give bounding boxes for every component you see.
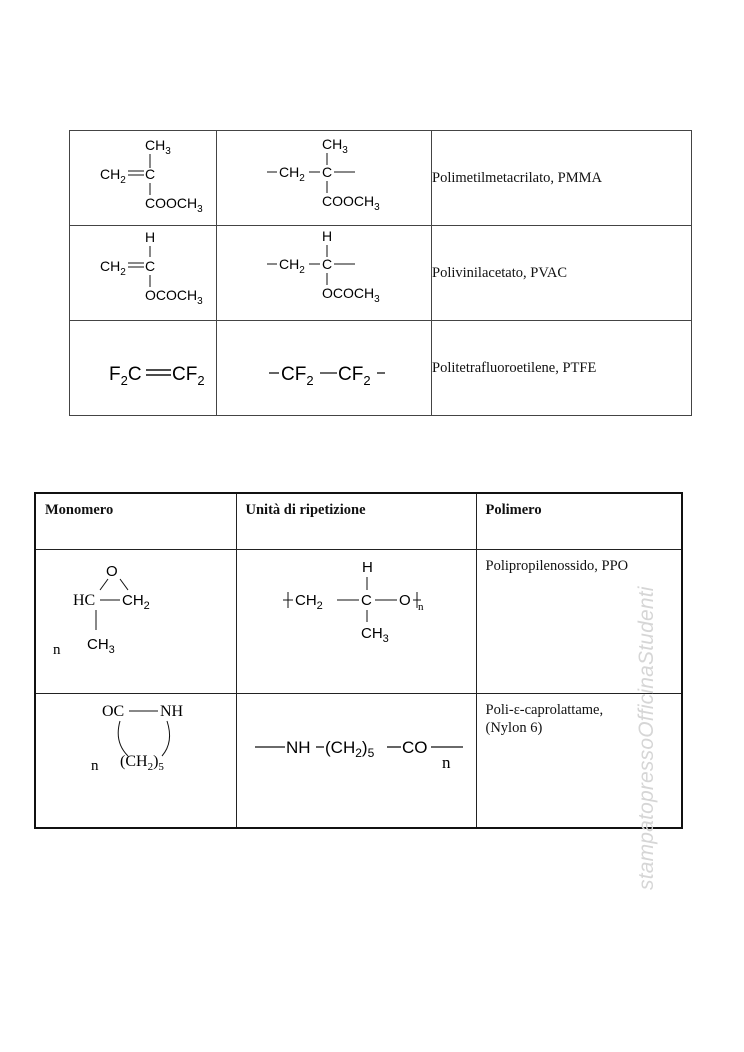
table-row [70,131,692,226]
svg-text:CH2: $CH_2$ [122,592,150,612]
svg-text:n: n [91,758,99,774]
svg-text:OCOCH3: $OCOCH_3$ [145,287,203,307]
monomer-cell [70,131,217,226]
svg-text:n: n [417,601,423,613]
svg-text:CH3: $CH_3$ [360,625,389,645]
watermark: stampatopressoOfficinaStudenti [635,586,658,890]
svg-text:C: C [322,164,333,180]
svg-text:NH: NH [160,703,184,720]
svg-text:C: C [145,258,156,274]
polymer-name: Polimetilmetacrilato, PMMA [432,131,692,226]
table-row [70,226,692,321]
polymer-name: Polivinilacetato, PVAC [432,226,692,321]
svg-text:C: C [322,256,333,272]
monomer-cell [70,226,217,321]
svg-text:CF2: $CF_2$ [281,364,314,388]
header-polimero: Polimero [476,493,682,550]
svg-text:C: C [145,166,156,182]
polymer-name: Polipropilenossido, PPO [485,558,629,574]
svg-text:CH3: $CH_3$ [87,636,115,656]
svg-text:CH2: $CH_2$ [100,166,126,186]
ppo-monomer-structure [36,550,237,693]
svg-text:O: O [106,563,118,580]
header-monomero: Monomero [35,493,236,550]
svg-text:CH3: $CH_3$ [322,136,348,156]
nylon6-repeat-structure [237,694,477,827]
caprolactam-monomer-structure [36,694,237,827]
pvac-repeat-structure [217,226,432,320]
svg-text:CH2: $CH_2$ [279,164,305,184]
repeat-unit-cell [217,131,432,226]
header-unita-ripetizione: Unità di ripetizione [236,493,476,550]
svg-text:OCOCH3: $OCOCH_3$ [322,285,380,305]
svg-text:NH: NH [285,738,311,757]
table-row [35,694,682,829]
svg-text:CH2: $CH_2$ [100,258,126,278]
svg-text:CH2: $CH_2$ [279,256,305,276]
monomer-cell [70,321,217,416]
ptfe-monomer-structure [70,321,217,415]
ptfe-repeat-structure [217,321,432,415]
polymer-name: Poli-ε-caprolattame, [485,702,604,718]
svg-text:n: n [441,753,450,772]
polymer-name: Politetrafluoroetilene, PTFE [432,321,692,416]
repeat-unit-cell [236,550,476,694]
pvac-monomer-structure [70,226,217,320]
pmma-repeat-structure [217,131,432,225]
svg-text:H: H [322,228,333,244]
svg-text:(CH2)5: $(CH_2)_5$ [120,753,164,773]
svg-text:CF2: $CF_2$ [172,364,205,388]
svg-text:(CH2)5: $(CH_2)_5$ [324,738,374,760]
svg-text:H: H [361,559,373,576]
pmma-monomer-structure [70,131,217,225]
table-row [35,550,682,694]
svg-text:COOCH3: $COOCH_3$ [145,195,203,215]
svg-text:OC: OC [102,703,125,720]
svg-text:O: O [398,592,411,609]
table-row [70,321,692,416]
svg-text:CH3: $CH_3$ [145,137,171,157]
polymer-name-note: (Nylon 6) [485,720,543,736]
repeat-unit-cell [236,694,476,829]
svg-text:CO: CO [401,738,427,757]
svg-text:HC: HC [73,592,96,609]
table-header-row [35,493,682,550]
polymers-table-1 [69,130,692,416]
svg-text:CH2: $CH_2$ [294,592,323,612]
repeat-unit-cell [217,321,432,416]
monomer-cell [35,694,236,829]
repeat-unit-cell [217,226,432,321]
svg-text:CF2: $CF_2$ [338,364,371,388]
svg-text:COOCH3: $COOCH_3$ [322,193,380,213]
svg-text:C: C [360,592,372,609]
svg-text:F2C: $F_2C$ [109,364,142,388]
svg-text:n: n [53,642,61,658]
monomer-cell [35,550,236,694]
svg-text:H: H [145,229,156,245]
polymers-table-2 [34,492,683,829]
ppo-repeat-structure [237,550,477,693]
